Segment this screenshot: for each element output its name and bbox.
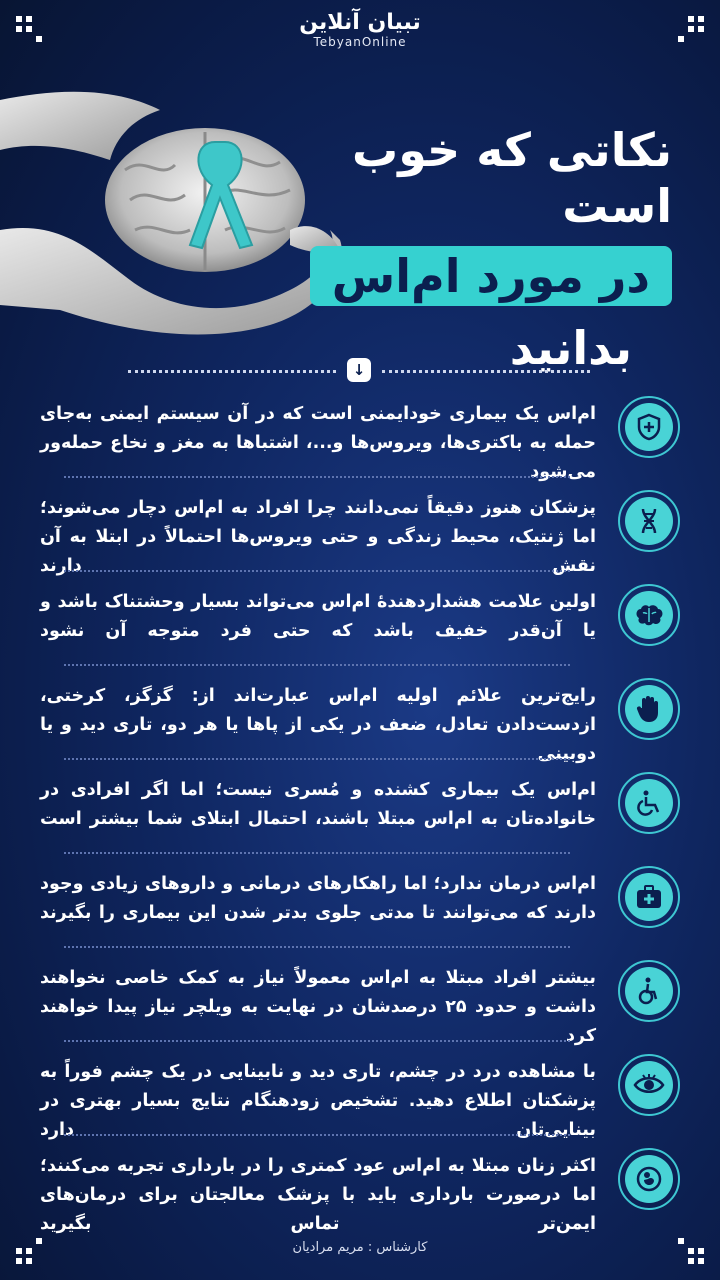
pregnancy-icon: [618, 1148, 680, 1210]
list-item: [40, 396, 680, 486]
item-separator: [64, 476, 570, 478]
brand-logo: [0, 10, 720, 49]
list-item: [40, 490, 680, 580]
item-text: اکثر زنان مبتلا به ام‌اس عود کمتری را در بارداری تجربه می‌کنند؛ اما درصورت بارداری باید با پزشک معالجتان برای درمان‌های ایمن‌تر تماس بگیرید: [40, 1156, 596, 1234]
list-item: [40, 960, 680, 1050]
item-text: ام‌اس یک بیماری خودایمنی است که در آن سیستم ایمنی به‌جای حمله به باکتری‌ها، ویروس‌ها و...، اشتباها به مغز و نخاع حمله‌ور می‌شود: [40, 404, 596, 482]
item-separator: [64, 946, 570, 948]
title-line-1: نکاتی که خوب است: [351, 123, 672, 233]
item-text: ام‌اس یک بیماری کشنده و مُسری نیست؛ اما اگر افرادی در خانواده‌تان به ام‌اس مبتلا باشند، احتمال ابتلای شما بیشتر است: [40, 780, 596, 829]
dotted-divider-left: [128, 370, 336, 373]
item-separator: [64, 570, 570, 572]
item-text: ام‌اس درمان ندارد؛ اما راهکارهای درمانی و داروهای زیادی وجود دارند که می‌توانند تا مدتی جلوی بدتر شدن این بیماری را بگیرند: [40, 874, 596, 923]
list-item: [40, 584, 680, 674]
item-separator: [64, 758, 570, 760]
wheelchair-person-icon: [618, 960, 680, 1022]
first-aid-kit-icon: [618, 866, 680, 928]
author-credit: کارشناس : مریم مرادیان: [292, 1240, 428, 1255]
item-separator: [64, 1134, 570, 1136]
title-line-2-highlight: در مورد ام‌اس: [310, 246, 672, 306]
brain-icon: [618, 584, 680, 646]
brand-name-en: TebyanOnline: [313, 35, 407, 49]
hand-icon: [618, 678, 680, 740]
brand-name-fa: تبیان آنلاین: [299, 10, 421, 35]
wheelchair-icon: [618, 772, 680, 834]
item-text: بیشتر افراد مبتلا به ام‌اس معمولاً نیاز به کمک خاصی نخواهند داشت و حدود ۲۵ درصدشان در نهایت به ویلچر نیاز پیدا خواهند کرد: [40, 968, 596, 1046]
list-item: [40, 866, 680, 956]
dna-icon: [618, 490, 680, 552]
dotted-divider-right: [382, 370, 590, 373]
title-line-3: بدانید: [509, 321, 632, 375]
arrow-down-icon: ↓: [347, 358, 371, 382]
list-item: [40, 772, 680, 862]
list-item: [40, 1148, 680, 1238]
item-text: اولین علامت هشداردهندهٔ ام‌اس می‌تواند بسیار وحشتناک باشد و یا آن‌قدر خفیف باشد که حتی فرد متوجه آن نشود: [40, 592, 596, 641]
list-item: [40, 1054, 680, 1144]
shield-plus-icon: [618, 396, 680, 458]
item-separator: [64, 852, 570, 854]
item-separator: [64, 664, 570, 666]
main-title: [252, 122, 672, 376]
item-text: با مشاهده درد در چشم، تاری دید و نابینایی در یک چشم فوراً به پزشکتان اطلاع دهید. تشخیص زودهنگام نتایج بسیار بهتری در بینایی‌تان دارد: [40, 1062, 596, 1140]
item-text: رایج‌ترین علائم اولیه ام‌اس عبارت‌اند از: گزگز، کرختی، ازدست‌دادن تعادل، ضعف در یکی از پاها یا هر دو، تاری دید و یا دوبینی: [40, 686, 596, 764]
list-item: [40, 678, 680, 768]
item-text: پزشکان هنوز دقیقاً نمی‌دانند چرا افراد به ام‌اس دچار می‌شوند؛ اما ژنتیک، محیط زندگی و حتی ویروس‌ها احتمالاً در ابتلا به آن نقش دارند: [40, 498, 596, 576]
eye-icon: [618, 1054, 680, 1116]
item-separator: [64, 1040, 570, 1042]
